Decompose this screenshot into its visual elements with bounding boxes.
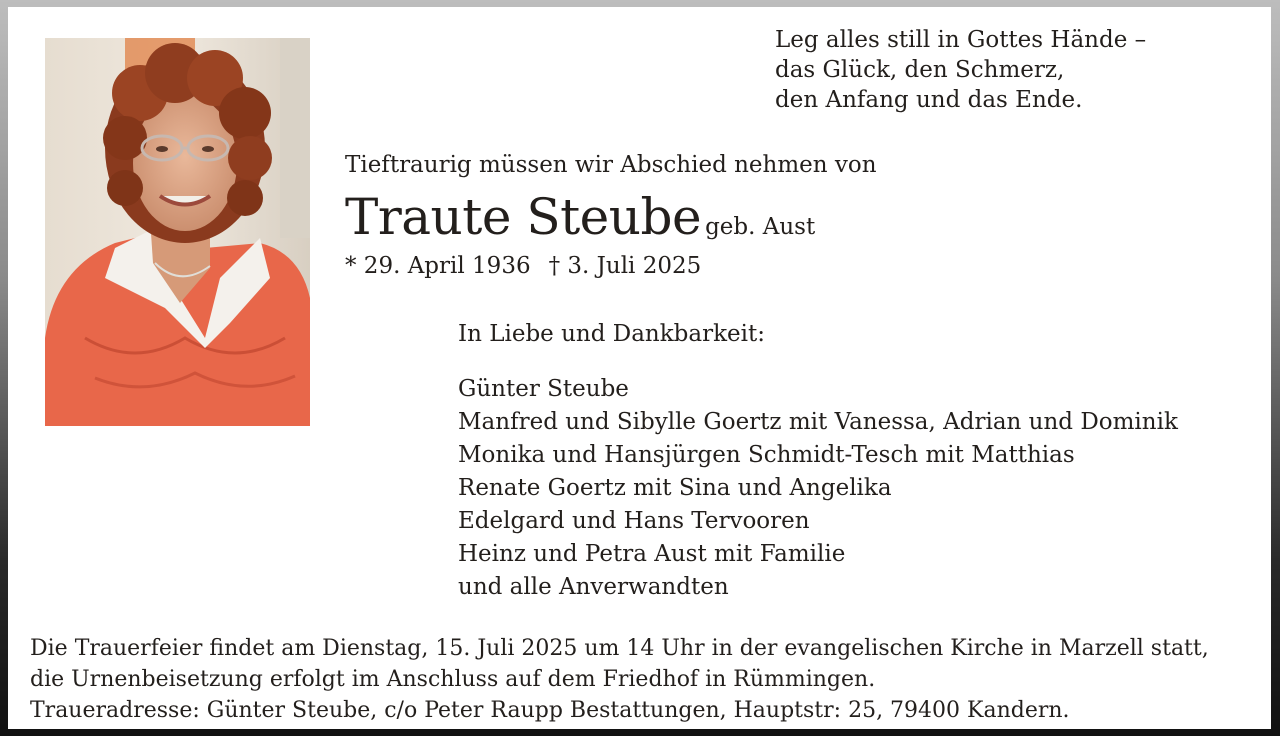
- mourners-list: [458, 373, 1178, 604]
- intro-text: Tieftraurig müssen wir Abschied nehmen von: [345, 152, 877, 178]
- funeral-service-line: Die Trauerfeier findet am Dienstag, 15. Juli 2025 um 14 Uhr in der evangelischen Kirche in Marzell statt,: [30, 636, 1209, 661]
- obituary-notice: [8, 7, 1271, 729]
- poem-verse: [775, 25, 1146, 115]
- mourner-item: Edelgard und Hans Tervooren: [458, 508, 810, 534]
- mourner-item: Monika und Hansjürgen Schmidt-Tesch mit Matthias: [458, 442, 1075, 468]
- poem-line: Leg alles still in Gottes Hände –: [775, 27, 1147, 53]
- thanks-heading: In Liebe und Dankbarkeit:: [458, 321, 765, 347]
- mourning-address-line: Traueradresse: Günter Steube, c/o Peter Raupp Bestattungen, Hauptstr: 25, 79400 Kandern.: [30, 698, 1070, 723]
- burial-line: die Urnenbeisetzung erfolgt im Anschluss auf dem Friedhof in Rümmingen.: [30, 667, 876, 692]
- mourner-item: Renate Goertz mit Sina und Angelika: [458, 475, 892, 501]
- mourner-item: Manfred und Sibylle Goertz mit Vanessa, Adrian und Dominik: [458, 409, 1178, 435]
- life-dates: [345, 251, 701, 281]
- poem-line: das Glück, den Schmerz,: [775, 57, 1065, 83]
- mourner-item: Heinz und Petra Aust mit Familie: [458, 541, 846, 567]
- deceased-name: Traute Steube: [345, 188, 702, 246]
- death-date: † 3. Juli 2025: [548, 253, 702, 279]
- funeral-details: [30, 633, 1209, 726]
- mourner-item: und alle Anverwandten: [458, 574, 729, 600]
- maiden-name: geb. Aust: [705, 214, 816, 240]
- portrait-photo: [45, 38, 310, 426]
- birth-date: * 29. April 1936: [345, 253, 531, 279]
- deceased-name-line: [345, 187, 815, 247]
- poem-line: den Anfang und das Ende.: [775, 87, 1083, 113]
- mourner-item: Günter Steube: [458, 376, 629, 402]
